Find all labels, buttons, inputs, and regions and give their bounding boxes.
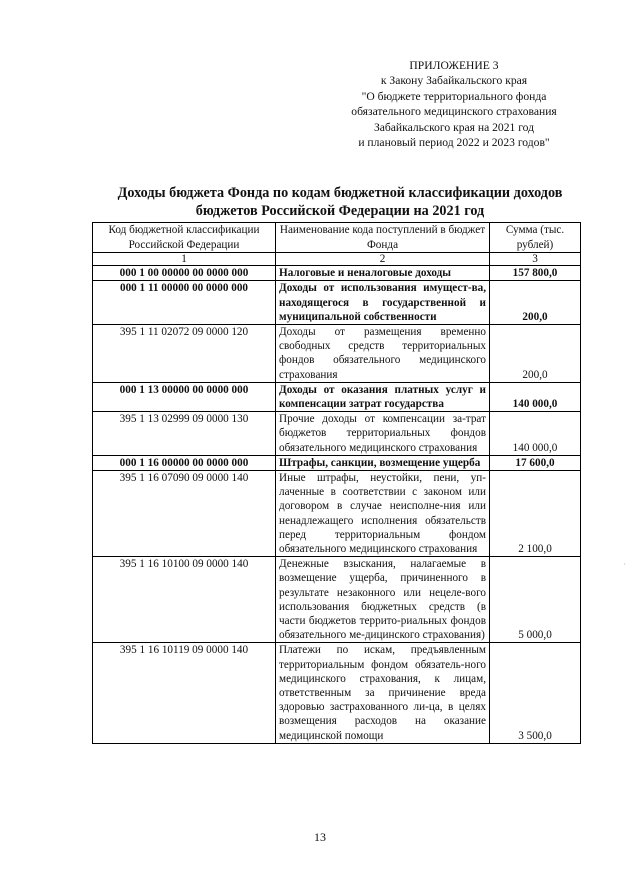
row-sum: 5 000,0 — [490, 557, 581, 643]
row-sum: 17 600,0 — [490, 455, 581, 470]
row-name: Штрафы, санкции, возмещение ущерба — [276, 455, 490, 470]
table-body — [93, 266, 581, 744]
row-name: Денежные взыскания, налагаемые в возмещение ущерба, причиненного в результате незаконного или нецеле-вого использования бюджетных средств (в части бюджетов террито-риальных фондов обязательного ме-дицинского страхования) — [276, 557, 490, 643]
row-code: 395 1 16 10119 09 0000 140 — [93, 643, 276, 743]
row-name: Прочие доходы от компенсации за-трат бюджетов территориальных фондов обязательного медицинского страхования — [276, 412, 490, 456]
table-row — [93, 412, 581, 456]
row-code: 000 1 00 00000 00 0000 000 — [93, 266, 276, 281]
column-number: 2 — [276, 253, 490, 266]
title-line-1: Доходы бюджета Фонда по кодам бюджетной классификации доходов — [117, 185, 563, 201]
row-name: Доходы от оказания платных услуг и компенсации затрат государства — [276, 382, 490, 411]
row-code: 395 1 16 07090 09 0000 140 — [93, 471, 276, 557]
column-number: 1 — [93, 253, 276, 266]
appendix-header — [314, 58, 594, 150]
table-row — [93, 455, 581, 470]
appendix-line: и плановый период 2022 и 2023 годов" — [358, 136, 550, 150]
row-sum: 200,0 — [490, 325, 581, 383]
document-title — [95, 184, 585, 220]
row-name: Налоговые и неналоговые доходы — [276, 266, 490, 281]
appendix-line: обязательного медицинского страхования — [351, 105, 557, 119]
row-name: Доходы от использования имущест-ва, находящегося в государственной и муниципальной собственности — [276, 281, 490, 325]
page-number: 13 — [314, 830, 326, 844]
row-sum: 2 100,0 — [490, 471, 581, 557]
appendix-line: "О бюджете территориального фонда — [361, 89, 547, 103]
header-name: Наименование кода поступлений в бюджет Фонда — [276, 223, 490, 253]
appendix-line: ПРИЛОЖЕНИЕ 3 — [409, 59, 499, 72]
title-line-2: бюджетов Российской Федерации на 2021 год — [195, 203, 485, 219]
table-row — [93, 557, 581, 643]
header-code: Код бюджетной классификации Российской Федерации — [93, 223, 276, 253]
table-row — [93, 281, 581, 325]
appendix-line: Забайкальского края на 2021 год — [373, 120, 535, 134]
row-sum: 140 000,0 — [490, 412, 581, 456]
scan-dot: · — [623, 560, 626, 569]
column-number: 3 — [490, 253, 581, 266]
row-sum: 3 500,0 — [490, 643, 581, 743]
row-code: 000 1 11 00000 00 0000 000 — [93, 281, 276, 325]
row-code: 000 1 16 00000 00 0000 000 — [93, 455, 276, 470]
table-row — [93, 325, 581, 383]
table-row — [93, 382, 581, 411]
table-row — [93, 266, 581, 281]
row-code: 395 1 13 02999 09 0000 130 — [93, 412, 276, 456]
row-code: 395 1 11 02072 09 0000 120 — [93, 325, 276, 383]
table-header-row — [93, 223, 581, 253]
row-sum: 200,0 — [490, 281, 581, 325]
table-row — [93, 471, 581, 557]
row-code: 395 1 16 10100 09 0000 140 — [93, 557, 276, 643]
row-name: Доходы от размещения временно свободных средств территориальных фондов обязательного медицинского страхования — [276, 325, 490, 383]
row-name: Иные штрафы, неустойки, пени, уп-лаченные в соответствии с законом или договором в случае неисполне-ния или ненадлежащего исполнения обязательств перед территориальным фондом обязательного медицинского страхования — [276, 471, 490, 557]
table-row — [93, 643, 581, 743]
header-sum: Сумма (тыс. рублей) — [490, 223, 581, 253]
row-name: Платежи по искам, предъявленным территориальным фондом обязатель-ного медицинского страхования, к лицам, ответственным за причинение вреда здоровью застрахованного ли-ца, в целях возмещения расходов на оказание медицинской помощи — [276, 643, 490, 743]
column-number-row — [93, 253, 581, 266]
row-sum: 140 000,0 — [490, 382, 581, 411]
row-code: 000 1 13 00000 00 0000 000 — [93, 382, 276, 411]
row-sum: 157 800,0 — [490, 266, 581, 281]
appendix-line: к Закону Забайкальского края — [380, 74, 528, 88]
revenue-table — [92, 222, 581, 744]
